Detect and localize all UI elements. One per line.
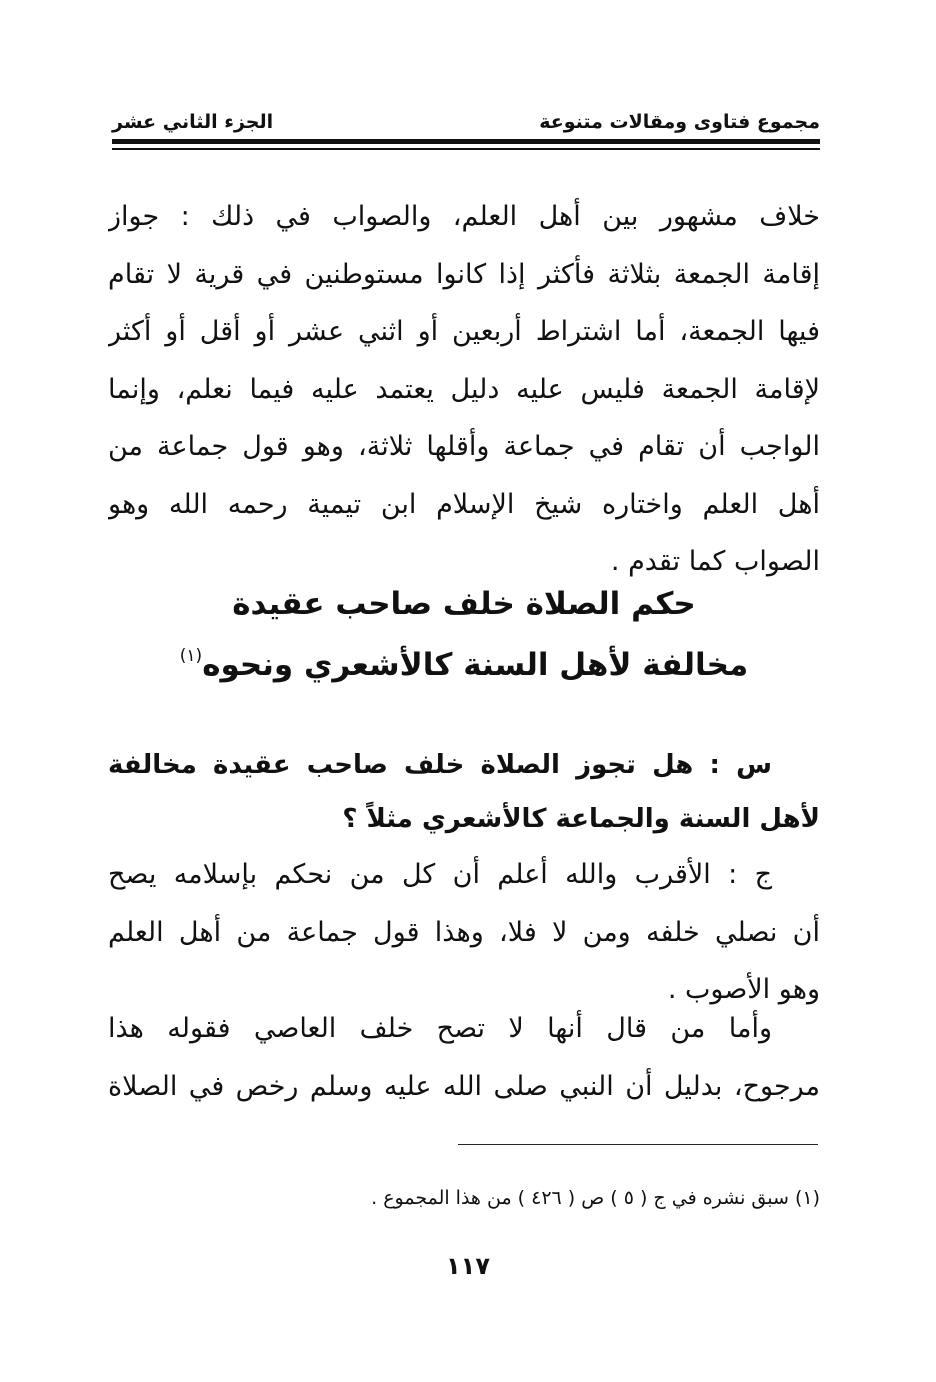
section-heading (108, 578, 820, 691)
question (108, 738, 820, 846)
running-head (112, 108, 820, 140)
heading-line-1: حكم الصلاة خلف صاحب عقيدة (232, 586, 696, 622)
header-rule-thin (112, 148, 820, 150)
answer-line: ج : الأقرب والله أعلم أن كل من نحكم بإسلامه يصح (108, 859, 772, 890)
text-line: الصواب كما تقدم . (610, 546, 820, 577)
heading-line-2-text: مخالفة لأهل السنة كالأشعري ونحوه (202, 647, 749, 683)
text-line: فيها الجمعة، أما اشتراط أربعين أو اثني عشر أو أقل أو أكثر (108, 316, 820, 347)
text-line: مرجوح، بدليل أن النبي صلى الله عليه وسلم رخص في الصلاة (108, 1070, 820, 1102)
text-line: أهل العلم واختاره شيخ الإسلام ابن تيمية رحمه الله وهو (108, 488, 820, 520)
answer (108, 846, 820, 1019)
header-rule-thick (112, 139, 820, 144)
answer-line: أن نصلي خلفه ومن لا فلا، وهذا قول جماعة من أهل العلم (108, 916, 820, 948)
book-title: مجموع فتاوى ومقالات متنوعة (539, 111, 820, 133)
footnote-separator (458, 1144, 818, 1145)
text-line: إقامة الجمعة بثلاثة فأكثر إذا كانوا مستوطنين في قرية لا تقام (108, 258, 820, 290)
page-number: ١١٧ (446, 1252, 490, 1280)
question-line: لأهل السنة والجماعة كالأشعري مثلاً ؟ (342, 804, 820, 834)
paragraph-1 (108, 188, 820, 591)
footnote: (١) سبق نشره في ج ( ٥ ) ص ( ٤٢٦ ) من هذا المجموع . (371, 1187, 820, 1209)
text-line: خلاف مشهور بين أهل العلم، والصواب في ذلك : جواز (108, 201, 820, 232)
text-line: وأما من قال أنها لا تصح خلف العاصي فقوله هذا (108, 1013, 772, 1044)
volume-label: الجزء الثاني عشر (112, 111, 274, 133)
paragraph-3 (108, 1000, 820, 1115)
footnote-marker: (١) (179, 646, 203, 666)
answer-line: وهو الأصوب . (667, 974, 820, 1005)
heading-line-2 (108, 630, 820, 691)
text-line: الواجب أن تقام في جماعة وأقلها ثلاثة، وهو قول جماعة من (108, 431, 820, 462)
text-line: لإقامة الجمعة فليس عليه دليل يعتمد عليه فيما نعلم، وإنما (108, 373, 820, 405)
question-line: س : هل تجوز الصلاة خلف صاحب عقيدة مخالفة (108, 750, 772, 780)
